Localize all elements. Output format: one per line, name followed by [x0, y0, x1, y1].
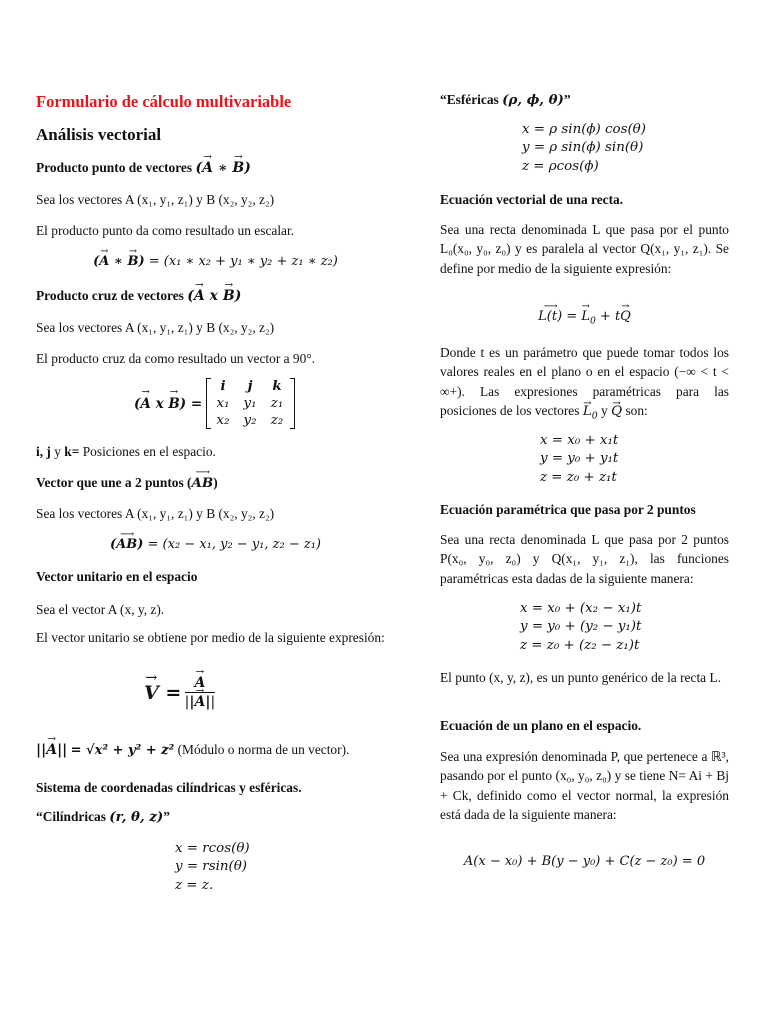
unit-vector-heading: Vector unitario en el espacio — [36, 569, 198, 584]
two-points-vector-heading: Vector que une a 2 puntos (⟶ AB) — [36, 475, 218, 491]
plane-heading: Ecuación de un plano en el espacio. — [440, 718, 642, 733]
unit-vector-fraction: → $\frac{A}{||\to A||}$ — [185, 675, 216, 710]
norm-line: ||→ A|| = √x² + y² + z² (Módulo o norma de un vector). — [36, 742, 349, 758]
document-title: Formulario de cálculo multivariable — [36, 92, 292, 111]
section-heading-vector-analysis: Análisis vectorial — [36, 125, 162, 144]
ijk-note: i, j y k= Posiciones en el espacio. — [36, 444, 216, 459]
plane-equation: A(x − x₀) + B(y − y₀) + C(z − z₀) = 0 — [463, 854, 706, 869]
line-vector-heading: Ecuación vectorial de una recta. — [440, 192, 624, 207]
two-points-parametric-equations: x = x₀ + (x₂ − x₁)t y = y₀ + (y₂ − y₁)t z = z₀ + (z₂ − z₁)t — [520, 601, 642, 653]
plane-text: Sea una expresión denominada P, que pertenece a ℝ³, pasando por el punto (x₀, y₀, z₀) y se tiene N= Ai + Bj + Ck, definido como el vector normal, la expresión está dada de la siguiente manera: — [440, 749, 729, 823]
two-points-intro: Sea los vectores A (x₁, y₁, z₁) y B (x₂, y₂, z₂) — [36, 506, 275, 521]
coordinate-systems-heading: Sistema de coordenadas cilíndricas y esféricas. — [36, 780, 302, 795]
cross-product-heading: Producto cruz de vectores (→ A x → B) — [36, 288, 241, 304]
dot-product-heading: Producto punto de vectores (→ A ∗ → B) — [36, 160, 251, 176]
two-points-equation: (⟶ AB) = (x₂ − x₁, y₂ − y₁, z₂ − z₁) — [36, 537, 395, 552]
cross-product-equation: (→ A x → B) = i j k x₁ y₁ z₁ x₂ y₂ z₂ — [134, 378, 295, 429]
spherical-equations: x = ρ sin(ϕ) cos(θ) y = ρ sin(ϕ) sin(θ) z = ρcos(ϕ) — [522, 122, 646, 174]
generic-point-text: El punto (x, y, z), es un punto genérico de la recta L. — [440, 670, 721, 685]
parametric-equations: x = x₀ + x₁t y = y₀ + y₁t z = z₀ + z₁t — [540, 433, 619, 485]
line-param-text: Donde t es un parámetro que puede tomar todos los valores reales en el plano o en el espacio (−∞ < t < ∞+). Las expresiones paramétricas para las posiciones de los vectores → $L_0$ y → Q son: — [440, 343, 729, 426]
unit-vector-equation: → V = → $\frac{A}{||\to A||}$ — [144, 675, 215, 710]
cross-product-intro: Sea los vectores A (x₁, y₁, z₁) y B (x₂, y₂, z₂) — [36, 320, 275, 335]
unit-vector-text: El vector unitario se obtiene por medio de la siguiente expresión: — [36, 630, 385, 645]
line-vector-equation: ⟶ L(t) = → $L_0 + t\to Q$ — [440, 309, 729, 327]
unit-vector-intro: Sea el vector A (x, y, z). — [36, 602, 165, 617]
two-points-parametric-text: Sea una recta denominada L que pasa por 2 puntos P(x₀, y₀, z₀) y Q(x₁, y₁, z₁), las funciones paramétricas esta dadas de la siguiente manera: — [440, 532, 729, 586]
line-vector-text: Sea una recta denominada L que pasa por el punto L₀(x₀, y₀, z₀) y es paralela al vector Q(x₁, y₁, z₁). Se define por medio de la siguiente expresión: — [440, 222, 729, 276]
spherical-heading: “Esféricas (ρ, ϕ, θ)” — [440, 92, 571, 108]
cross-product-matrix: i j k x₁ y₁ z₁ x₂ y₂ z₂ — [206, 378, 295, 429]
cylindrical-equations: x = rcos(θ) y = rsin(θ) z = z. — [175, 841, 250, 893]
two-points-parametric-heading: Ecuación paramétrica que pasa por 2 puntos — [440, 502, 696, 517]
cross-product-text: El producto cruz da como resultado un vector a 90°. — [36, 351, 316, 366]
dot-product-equation: (→ A ∗ → B) = (x₁ ∗ x₂ + y₁ ∗ y₂ + z₁ ∗ z₂) — [36, 254, 395, 269]
dot-product-intro: Sea los vectores A (x₁, y₁, z₁) y B (x₂, y₂, z₂) — [36, 192, 275, 207]
cylindrical-heading: “Cilíndricas (r, θ, z)” — [36, 809, 170, 825]
dot-product-text: El producto punto da como resultado un escalar. — [36, 223, 295, 238]
